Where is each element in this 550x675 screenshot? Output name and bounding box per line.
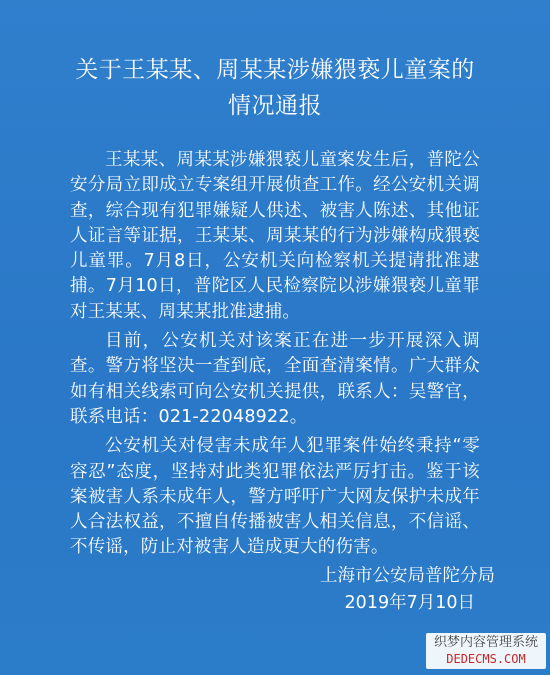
notice-body [70,148,480,565]
watermark-logo [426,633,546,669]
watermark-domain: DEDECMS.COM [446,652,526,666]
notice-signature [275,563,495,617]
issuing-organization: 上海市公安局普陀分局 [320,566,495,586]
notice-title-line-2: 情况通报 [228,93,322,119]
notice-paragraph-2: 目前，公安机关对该案正在进一步开展深入调查。警方将坚决一查到底，全面查清案情。广大群众如有相关线索可向公安机关提供，联系人：吴警官，联系电话：021-22048922。 [70,331,480,427]
notice-paragraph-1: 王某某、周某某涉嫌猥亵儿童案发生后，普陀公安分局立即成立专案组开展侦查工作。经公安机关调查，综合现有犯罪嫌疑人供述、被害人陈述、其他证人证言等证据，王某某、周某某的行为涉嫌构成猥亵儿童罪。7月8日，公安机关向检察机关提请批准逮捕。7月10日，普陀区人民检察院以涉嫌猥亵儿童罪对王某某、周某某批准逮捕。 [70,150,480,322]
notice-paragraph-3: 公安机关对侵害未成年人犯罪案件始终秉持“零容忍”态度，坚持对此类犯罪依法严厉打击。鉴于该案被害人系未成年人，警方呼吁广大网友保护未成年人合法权益，不擅自传播被害人相关信息，不信谣、不传谣，防止对被害人造成更大的伤害。 [70,436,480,558]
notice-title-line-1: 关于王某某、周某某涉嫌猥亵儿童案的 [75,57,475,83]
notice-title [0,52,550,124]
watermark-text: 织梦内容管理系统 [433,635,538,650]
issue-date: 2019年7月10日 [344,593,475,613]
